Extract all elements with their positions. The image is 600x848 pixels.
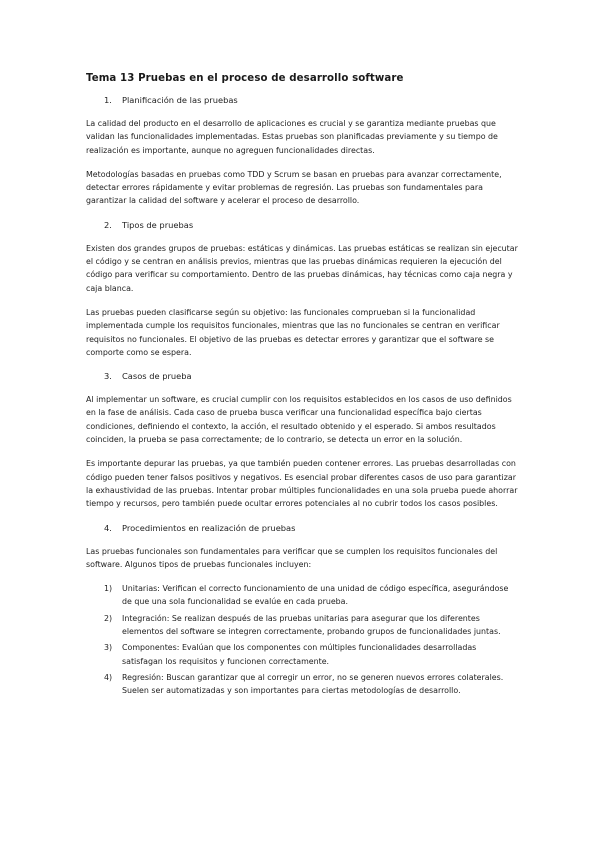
paragraph: La calidad del producto en el desarrollo de aplicaciones es crucial y se garantiza mediante pruebas que validan las funcionalidades implementadas. Estas pruebas son planificadas previamente y su tiempo de realización es importante, aunque no agreguen funcionalidades directas.: [86, 119, 498, 155]
list-item: [86, 612, 518, 639]
section-number: 3.: [104, 371, 112, 382]
paragraph: Al implementar un software, es crucial cumplir con los requisitos establecidos en los casos de uso definidos en la fase de análisis. Cada caso de prueba busca verificar una funcionalidad específica bajo ciertas condiciones, definiendo el contexto, la acción, el resultado obtenido y el esperado. Si ambos resultados coinciden, la prueba se pasa correctamente; de lo contrario, se detecta un error en la solución.: [86, 395, 512, 445]
paragraph: Las pruebas funcionales son fundamentales para verificar que se cumplen los requisitos funcionales del software. Algunos tipos de pruebas funcionales incluyen:: [86, 546, 498, 569]
list-item-number: 2): [104, 613, 113, 623]
paragraph: Metodologías basadas en pruebas como TDD y Scrum se basan en pruebas para avanzar correctamente, detectar errores rápidamente y evitar problemas de regresión. Las pruebas son fundamentales para garantizar la calidad del software y acelerar el proceso de desarrollo.: [86, 169, 502, 206]
document-body: [86, 73, 518, 701]
section-title: Tipos de pruebas: [122, 219, 194, 230]
section-number: 1.: [104, 95, 112, 105]
document-title: Tema 13 Pruebas en el proceso de desarrollo software: [86, 73, 404, 84]
paragraph: Las pruebas pueden clasificarse según su objetivo: las funcionales comprueban si la funcionalidad implementada cumple los requisitos funcionales, mientras que las no funcionales se centran en verificar requisitos no funcionales. El objetivo de las pruebas es detectar errores y garantizar que el software se comporte como se espera.: [86, 307, 500, 357]
list-item-text: Regresión: Buscan garantizar que al corregir un error, no se generen nuevos errores colaterales. Suelen ser automatizadas y son importantes para ciertas metodologías de desarrollo.: [122, 672, 504, 696]
list-item-number: 4): [104, 672, 113, 682]
list-item: [86, 641, 518, 668]
section-heading-1: [86, 94, 518, 106]
list-item: [86, 671, 518, 698]
list-item-number: 1): [104, 584, 113, 594]
paragraph: Existen dos grandes grupos de pruebas: estáticas y dinámicas. Las pruebas estáticas se realizan sin ejecutar el código y se centran en análisis previos, mientras que las pruebas dinámicas requieren la ejecución del código para verificar su comportamiento. Dentro de las pruebas dinámicas, hay técnicas como caja negra y caja blanca.: [86, 243, 518, 293]
list-item-text: Unitarias: Verifican el correcto funcionamiento de una unidad de código específica, asegurándose de que una sola funcionalidad se evalúe en cada prueba.: [122, 584, 509, 607]
section-heading-3: [86, 370, 518, 382]
section-number: 2.: [104, 219, 112, 230]
section-title: Casos de prueba: [122, 371, 192, 382]
paragraph: Es importante depurar las pruebas, ya que también pueden contener errores. Las pruebas desarrolladas con código pueden tener falsos positivos y negativos. Es esencial probar diferentes casos de uso para garantizar la exhaustividad de las pruebas. Intentar probar múltiples funcionalidades en una sola prueba puede ahorrar tiempo y recursos, pero también puede ocultar errores potenciales al no cubrir todos los casos posibles.: [86, 459, 518, 509]
section-title: Procedimientos en realización de pruebas: [122, 522, 296, 533]
list-item-number: 3): [104, 643, 113, 653]
section-title: Planificación de las pruebas: [122, 95, 238, 105]
functional-tests-list: [86, 582, 518, 697]
section-number: 4.: [104, 522, 112, 533]
list-item-text: Componentes: Evalúan que los componentes con múltiples funcionalidades desarrolladas satisfagan los requisitos y funcionen correctamente.: [122, 643, 477, 666]
section-heading-4: [86, 522, 518, 534]
section-heading-2: [86, 219, 518, 231]
list-item: [86, 582, 518, 609]
list-item-text: Integración: Se realizan después de las pruebas unitarias para asegurar que los diferentes elementos del software se integren correctamente, probando grupos de funcionalidades juntas.: [122, 613, 501, 637]
